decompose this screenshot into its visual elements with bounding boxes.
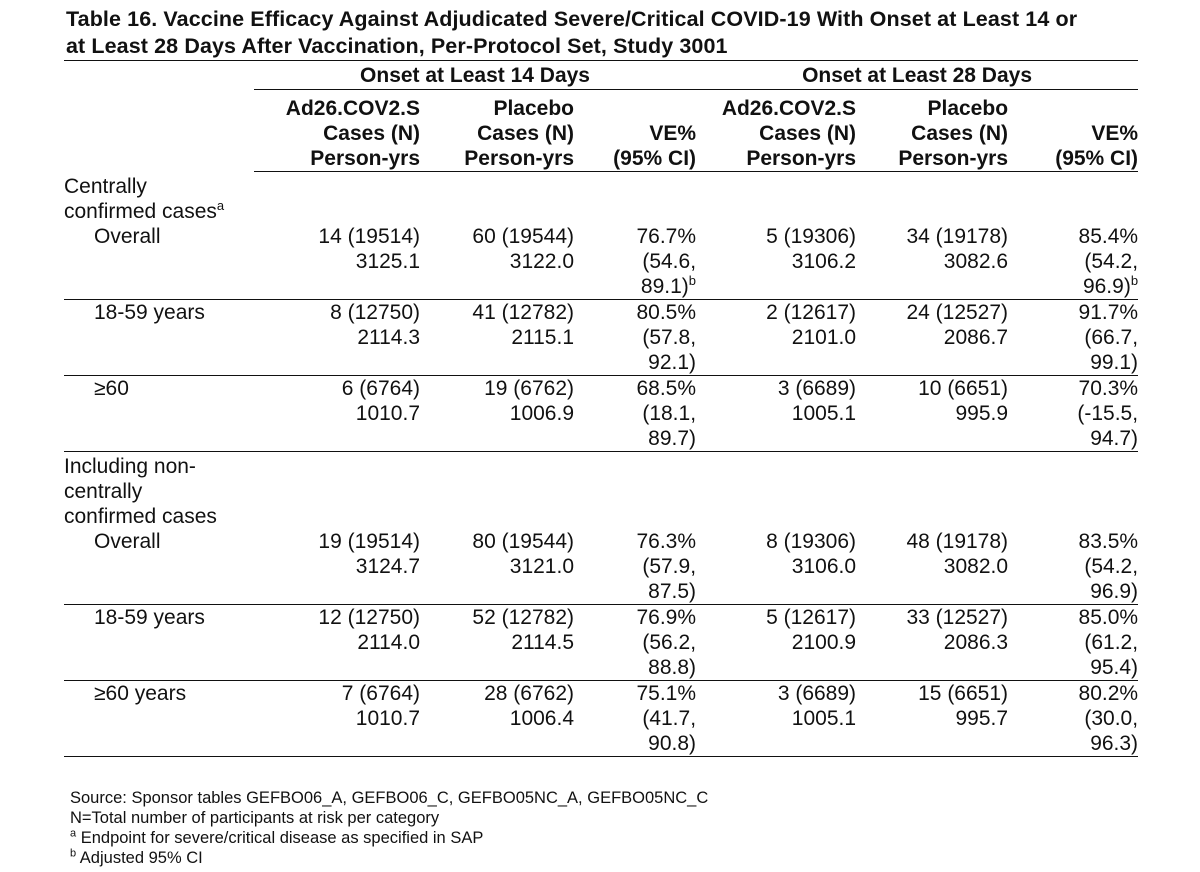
cell-ve-28: 85.0% (61.2, 95.4) xyxy=(1008,605,1138,681)
footnote-n-definition: N=Total number of participants at risk per category xyxy=(70,809,440,827)
row-label: ≥60 xyxy=(64,376,254,452)
cell-ve-14: 68.5% (18.1, 89.7) xyxy=(574,376,696,452)
cell-ve-28: 83.5% (54.2, 96.9) xyxy=(1008,529,1138,605)
footnote-a: $^a$ Endpoint for severe/critical disease as specified in SAP xyxy=(70,827,484,847)
section-label-noncentral: Including non- centrally confirmed cases xyxy=(64,455,217,528)
cell-ve-28: 91.7% (66.7, 99.1) xyxy=(1008,300,1138,376)
cell-ve-14: 75.1% (41.7, 90.8) xyxy=(574,681,696,757)
cell-ve-28: 85.4% (54.2, 96.9)$^b$ xyxy=(1008,224,1138,300)
cell-ve-14: 76.7% (54.6, 89.1)$^b$ xyxy=(574,224,696,300)
cell-placebo-14: 60 (19544) 3122.0 xyxy=(420,224,574,300)
cell-vaccine-28: 2 (12617) 2101.0 xyxy=(696,300,856,376)
cell-vaccine-14: 6 (6764) 1010.7 xyxy=(254,376,420,452)
row-label: Overall xyxy=(64,529,254,605)
footnote-source: Source: Sponsor tables GEFBO06_A, GEFBO06_C, GEFBO05NC_A, GEFBO05NC_C xyxy=(70,789,709,807)
col-header-ve-28: VE% (95% CI) xyxy=(1008,90,1138,172)
efficacy-table xyxy=(64,60,1138,757)
table-title-line-1: Table 16. Vaccine Efficacy Against Adjudicated Severe/Critical COVID-19 With Onset at Least 14 or xyxy=(66,7,1078,31)
cell-vaccine-14: 7 (6764) 1010.7 xyxy=(254,681,420,757)
section-row-noncentral xyxy=(64,452,1138,530)
row-label: ≥60 years xyxy=(64,681,254,757)
cell-placebo-14: 19 (6762) 1006.9 xyxy=(420,376,574,452)
group-header-28-days: Onset at Least 28 Days xyxy=(696,61,1138,90)
cell-vaccine-14: 8 (12750) 2114.3 xyxy=(254,300,420,376)
cell-vaccine-28: 3 (6689) 1005.1 xyxy=(696,681,856,757)
col-header-placebo-28: Placebo Cases (N) Person-yrs xyxy=(856,90,1008,172)
col-header-vaccine-14: Ad26.COV2.S Cases (N) Person-yrs xyxy=(254,90,420,172)
table-row xyxy=(64,376,1138,452)
cell-placebo-28: 33 (12527) 2086.3 xyxy=(856,605,1008,681)
table-row xyxy=(64,224,1138,300)
cell-ve-14: 76.9% (56.2, 88.8) xyxy=(574,605,696,681)
table-footnotes xyxy=(70,788,1130,868)
section-row-central xyxy=(64,172,1138,225)
table-row xyxy=(64,300,1138,376)
cell-vaccine-28: 5 (19306) 3106.2 xyxy=(696,224,856,300)
cell-placebo-14: 80 (19544) 3121.0 xyxy=(420,529,574,605)
table-title xyxy=(66,6,1186,60)
cell-vaccine-14: 12 (12750) 2114.0 xyxy=(254,605,420,681)
cell-ve-28: 80.2% (30.0, 96.3) xyxy=(1008,681,1138,757)
table-row xyxy=(64,529,1138,605)
cell-placebo-28: 15 (6651) 995.7 xyxy=(856,681,1008,757)
cell-placebo-14: 52 (12782) 2114.5 xyxy=(420,605,574,681)
group-header-14-days: Onset at Least 14 Days xyxy=(254,61,696,90)
cell-placebo-28: 24 (12527) 2086.7 xyxy=(856,300,1008,376)
cell-placebo-14: 28 (6762) 1006.4 xyxy=(420,681,574,757)
cell-ve-14: 76.3% (57.9, 87.5) xyxy=(574,529,696,605)
col-header-placebo-14: Placebo Cases (N) Person-yrs xyxy=(420,90,574,172)
row-label: Overall xyxy=(64,224,254,300)
table-title-line-2: at Least 28 Days After Vaccination, Per-Protocol Set, Study 3001 xyxy=(66,34,728,58)
cell-ve-28: 70.3% (-15.5, 94.7) xyxy=(1008,376,1138,452)
column-header-row xyxy=(64,90,1138,172)
col-header-vaccine-28: Ad26.COV2.S Cases (N) Person-yrs xyxy=(696,90,856,172)
cell-placebo-14: 41 (12782) 2115.1 xyxy=(420,300,574,376)
cell-vaccine-28: 5 (12617) 2100.9 xyxy=(696,605,856,681)
group-header-row xyxy=(64,61,1138,90)
cell-ve-14: 80.5% (57.8, 92.1) xyxy=(574,300,696,376)
cell-vaccine-14: 19 (19514) 3124.7 xyxy=(254,529,420,605)
section-label-central: Centrally confirmed cases$^a$ xyxy=(64,175,225,223)
cell-placebo-28: 48 (19178) 3082.0 xyxy=(856,529,1008,605)
cell-vaccine-14: 14 (19514) 3125.1 xyxy=(254,224,420,300)
col-header-ve-14: VE% (95% CI) xyxy=(574,90,696,172)
cell-vaccine-28: 8 (19306) 3106.0 xyxy=(696,529,856,605)
table-row xyxy=(64,681,1138,757)
row-label: 18-59 years xyxy=(64,300,254,376)
footnote-b: $^b$ Adjusted 95% CI xyxy=(70,847,203,867)
table-row xyxy=(64,605,1138,681)
cell-placebo-28: 10 (6651) 995.9 xyxy=(856,376,1008,452)
row-label: 18-59 years xyxy=(64,605,254,681)
cell-vaccine-28: 3 (6689) 1005.1 xyxy=(696,376,856,452)
cell-placebo-28: 34 (19178) 3082.6 xyxy=(856,224,1008,300)
